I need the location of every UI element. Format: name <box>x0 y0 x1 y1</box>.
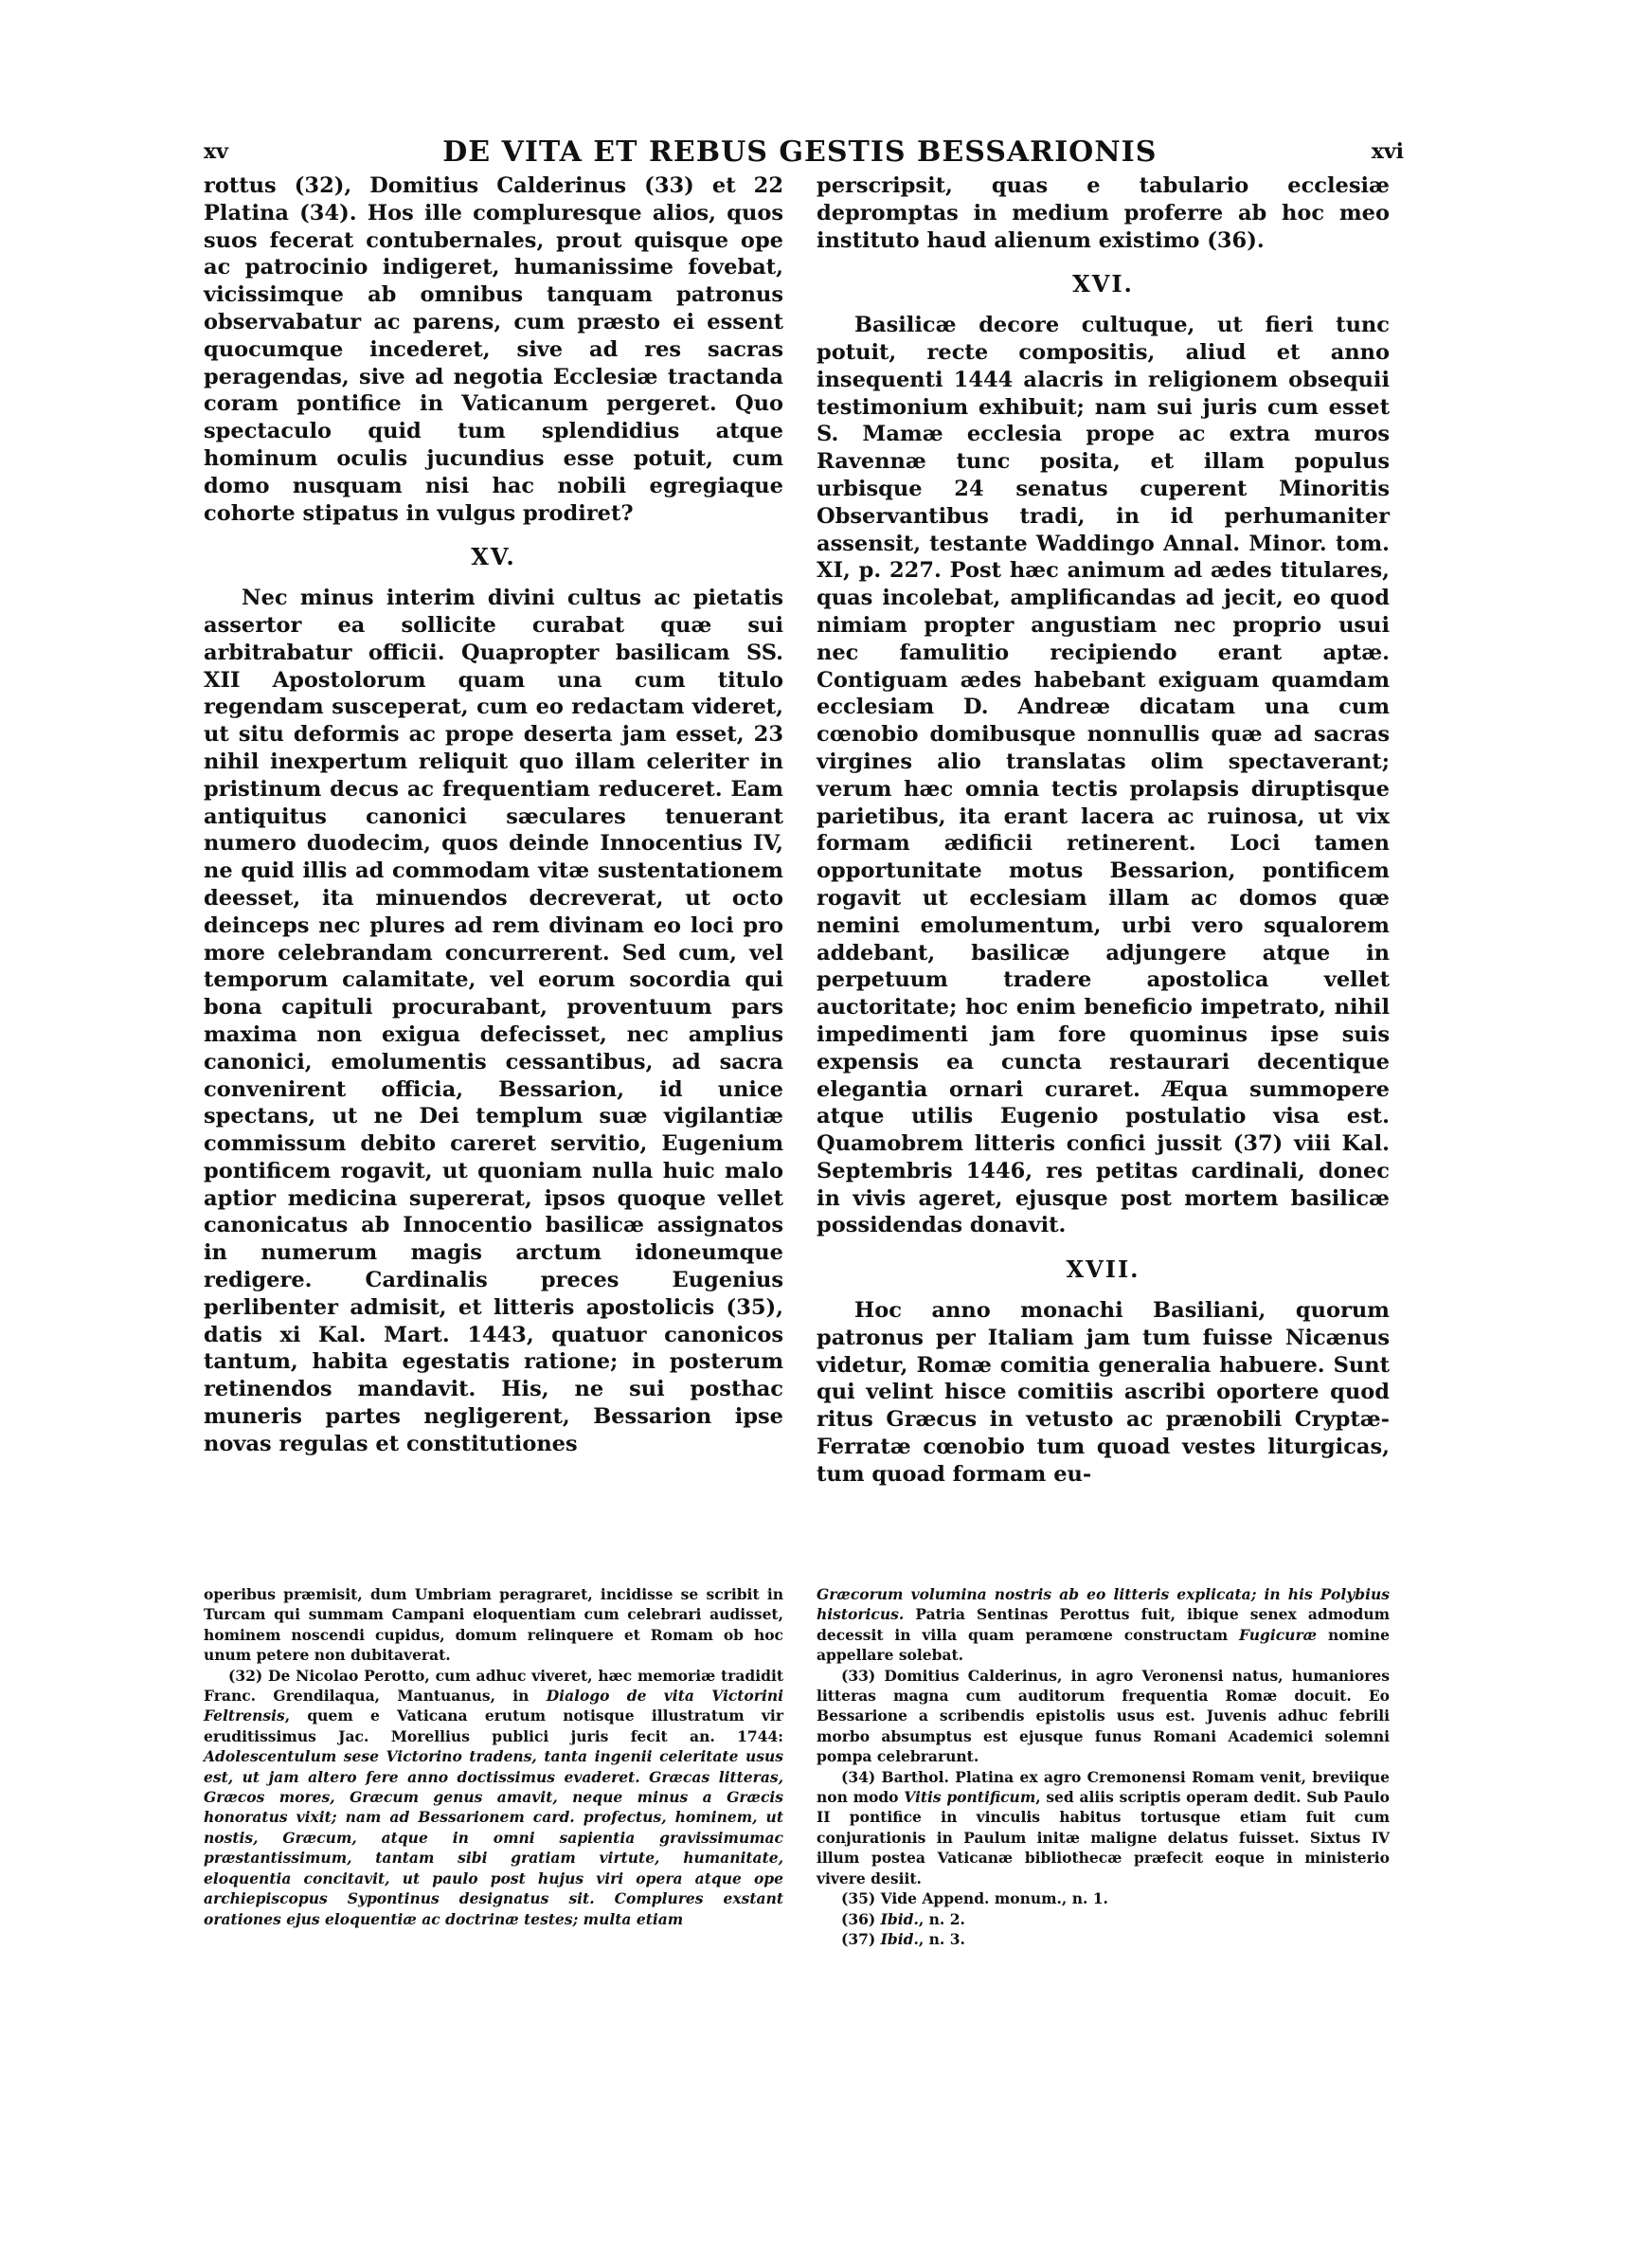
footnote-continuation: operibus præmisit, dum Umbriam peragraret, incidisse se scribit in Turcam qui summam Campani eloquentiam cum celebrari audisset, hominem noscendi cupidus, domum relinquere et Romam ob hoc unum petere non dubitaverat. <box>204 1585 783 1665</box>
page-number-left: xv <box>204 139 228 164</box>
page-number-right: xvi <box>1371 139 1404 164</box>
footnote-title: Fugicuræ <box>1239 1625 1318 1644</box>
footnote-35: (35) Vide Append. monum., n. 1. <box>841 1889 1108 1908</box>
footnote-text: Patria Sentinas Perottus fuit, ibique senex admodum decessit in villa quam peramœne constructam <box>817 1605 1390 1644</box>
footnote-text: (36) <box>841 1909 881 1928</box>
footnote-36 <box>817 1909 1390 1929</box>
footnote-32 <box>204 1666 783 1929</box>
footnote-ibid: Ibid. <box>880 1929 919 1948</box>
paragraph: Hoc anno monachi Basiliani, quorum patronus per Italiam jam tum fuisse Nicænus videtur, Romæ comitia generalia habuere. Sunt qui velint hisce comitiis ascribi oportere quod ritus Græcus in vetusto ac prænobili Cryptæ-Ferratæ cœnobio tum quoad vestes liturgicas, tum quoad formam eu- <box>817 1298 1390 1487</box>
footnote-34 <box>817 1767 1390 1888</box>
paragraph: Nec minus interim divini cultus ac pietatis assertor ea sollicite curabat quæ sui arbitrabatur officii. Quapropter basilicam SS. XII Apostolorum quam una cum titulo regendam susceperat, cum eo redactam videret, ut situ deformis ac prope deserta jam esset, 23 nihil inexpertum reliquit quo illam celeriter in pristinum decus ac frequentiam reduceret. Eam antiquitus canonici sæculares tenuerant numero duodecim, quos deinde Innocentius IV, ne quid illis ad commodam vitæ sustentationem deesset, ita minuendos decreverat, ut octo deinceps nec plures ad rem divinam eo loci pro more celebrandam concurrerent. Sed cum, vel temporum calamitate, vel eorum socordia qui bona capituli procurabant, proventuum pars maxima non exigua defecisset, nec amplius canonici, emolumentis cessantibus, ad sacra convenirent officia, Bessarion, id unice spectans, ut ne Dei templum suæ vigilantiæ commissum debito careret servitio, Eugenium pontificem rogavit, ut quoniam nulla huic malo aptior medicina supererat, ipsos quoque vellet canonicatus ab Innocentio basilicæ assignatos in numerum magis arctum idoneumque redigere. Cardinalis preces Eugenius perlibenter admisit, et litteris apostolicis (35), datis xi Kal. Mart. 1443, quatuor canonicos tantum, habita egestatis ratione; in posterum retinendos mandavit. His, ne sui posthac muneris partes negligerent, Bessarion ipse novas regulas et constitutiones <box>204 586 783 1456</box>
paragraph: perscripsit, quas e tabulario ecclesiæ depromptas in medium proferre ab hoc meo instituto haud alienum existimo (36). <box>817 173 1390 253</box>
footnote-continuation <box>817 1584 1390 1666</box>
running-title: DE VITA ET REBUS GESTIS BESSARIONIS <box>442 135 1158 169</box>
paragraph: Basilicæ decore cultuque, ut fieri tunc potuit, recte compositis, aliud et anno insequenti 1444 alacris in religionem obsequii testimonium exhibuit; nam sui juris cum esset S. Mamæ ecclesia prope ac extra muros Ravennæ tunc posita, et illam populus urbisque 24 senatus cuperent Minoritis Observantibus tradi, in id perhumaniter assensit, testante Waddingo Annal. Minor. tom. XI, p. 227. Post hæc animum ad ædes titulares, quas incolebat, amplificandas ad jecit, eo quod nimiam propter angustiam nec proprio usui nec famulitio recipiendo erant aptæ. Contiguam ædes habebant exiguam quamdam ecclesiam D. Andreæ dicatam una cum cœnobio domibusque nonnullis quæ ad sacras virgines alio translatas olim spectaverant; verum hæc omnia tectis prolapsis diruptisque parietibus, ita erant lacera ac ruinosa, ut vix formam ædificii retinerent. Loci tamen opportunitate motus Bessarion, pontificem rogavit ut ecclesiam illam ac domos quæ nemini emolumentum, urbi vero squalorem addebant, basilicæ adjungere atque in perpetuum tradere apostolica vellet auctoritate; hoc enim beneficio impetrato, nihil impedimenti jam fore quominus ipse suis expensis ea cuncta restaurari decentique elegantia ornari curaret. Æqua summopere atque utilis Eugenio postulatio visa est. Quamobrem litteris confici jussit (37) viii Kal. Septembris 1446, res petitas cardinali, donec in vivis ageret, ejusque post mortem basilicæ possidendas donavit. <box>817 313 1390 1238</box>
section-heading-xvi: XVI. <box>1072 270 1134 298</box>
footnote-text: , quem e Vaticana erutum notisque illustratum vir eruditissimus Jac. Morellius publici juris fecit an. 1744: <box>204 1706 783 1745</box>
footnote-37 <box>817 1929 1390 1949</box>
footnote-quote: Græcorum volumina nostris ab eo litteris explicata; in his Polybius historicus. <box>817 1585 1390 1624</box>
footnote-text: , n. 2. <box>918 1909 965 1928</box>
footnote-ibid: Ibid. <box>880 1909 919 1928</box>
section-heading-xv: XV. <box>471 543 516 571</box>
footnote-text: (37) <box>841 1929 881 1948</box>
right-column <box>817 172 1390 1489</box>
section-heading-xvii: XVII. <box>1066 1255 1140 1284</box>
footnote-title: Dialogo de vita Victorini Feltrensis <box>204 1687 783 1725</box>
footnote-text: nomine appellare solebat. <box>817 1625 1390 1665</box>
footnotes-right <box>817 1584 1390 1949</box>
left-column <box>204 172 783 1458</box>
footnote-text: , n. 3. <box>918 1929 965 1948</box>
paragraph: rottus (32), Domitius Calderinus (33) et 22 Platina (34). Hos ille compluresque alios, quos suos fecerat contubernales, prout quisque ope ac patrocinio indigeret, humanissime fovebat, vicissimque ab omnibus tanquam patronus observabatur ac parens, cum præsto ei essent quocumque incederet, sive ad res sacras peragendas, sive ad negotia Ecclesiæ tractanda coram pontifice in Vaticanum pergeret. Quo spectaculo quid tum splendidius atque hominum oculis jucundius esse potuit, cum domo nusquam nisi hac nobili egregiaque cohorte stipatus in vulgus prodiret? <box>204 173 783 526</box>
footnote-text: , sed aliis scriptis operam dedit. Sub Paulo II pontifice in vinculis habitus tortusque etiam fuit cum conjurationis in Paulum initæ maligne delatus fuisset. Sixtus IV illum postea Vaticanæ bibliothecæ præfecit eoque in ministerio vivere desiit. <box>817 1788 1390 1887</box>
footnote-title: Vitis pontificum <box>904 1788 1036 1807</box>
running-header <box>204 133 1404 171</box>
footnotes-left <box>204 1584 783 1929</box>
footnote-quote: Adolescentulum sese Victorino tradens, tanta ingenii celeritate usus est, ut jam altero fere anno doctissimus evaderet. Græcas litteras, Græcos mores, Græcum genus amavit, neque minus a Græcis honoratus vixit; nam ad Bessarionem card. profectus, hominem, ut nostis, Græcum, atque in omni sapientia gravissimumac præstantissimum, tantam sibi gratiam virtute, humanitate, eloquentia concitavit, ut paulo post hujus viri opera atque ope archiepiscopus Sypontinus designatus sit. Complures exstant orationes ejus eloquentiæ ac doctrinæ testes; multa etiam <box>204 1747 783 1928</box>
footnote-text: (34) Barthol. Platina ex agro Cremonensi Romam venit, breviique non modo <box>817 1767 1390 1807</box>
footnote-33: (33) Domitius Calderinus, in agro Veronensi natus, humaniores litteras magna cum auditorum frequentia Romæ docuit. Eo Bessarione a scribendis epistolis usus est. Juvenis adhuc febrili morbo absumptus est ejusque funus Romani Academici solemni pompa celebrarunt. <box>817 1666 1390 1766</box>
footnote-text: (32) De Nicolao Perotto, cum adhuc viveret, hæc memoriæ tradidit Franc. Grendilaqua, Mantuanus, in <box>204 1666 783 1706</box>
